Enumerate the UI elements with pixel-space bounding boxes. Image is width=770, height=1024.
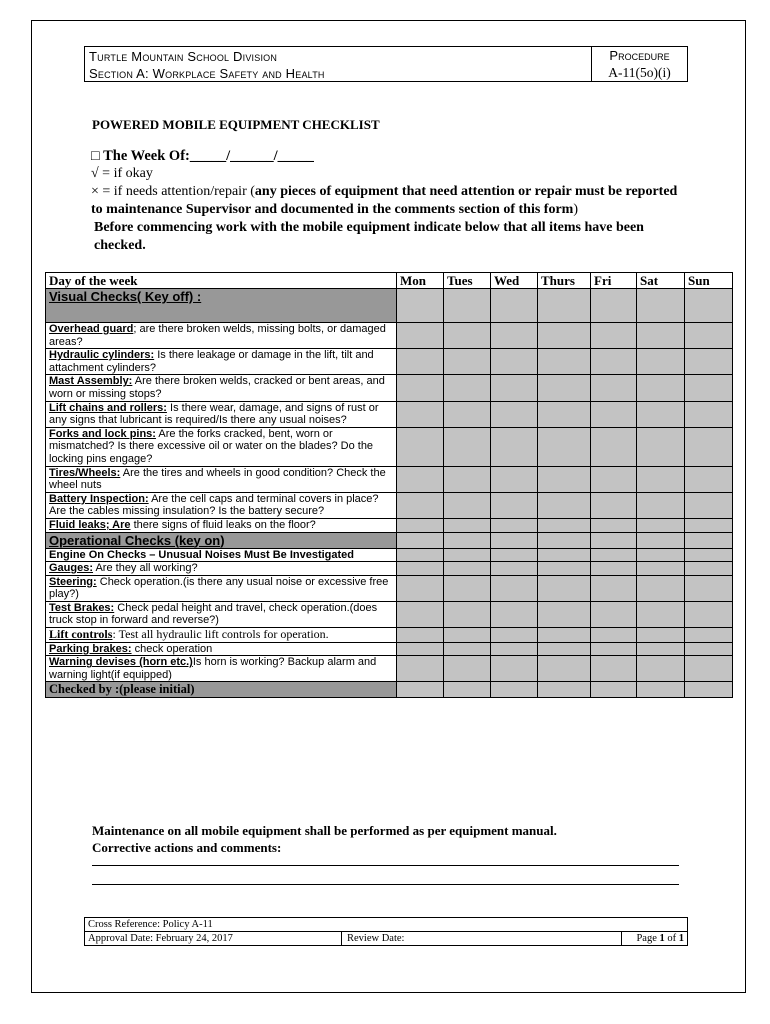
check-cell-sun[interactable] (685, 427, 733, 466)
check-cell-wed[interactable] (491, 492, 538, 518)
check-cell-sat[interactable] (637, 548, 685, 562)
day-header-sun: Sun (685, 273, 733, 289)
checklist-item-row (46, 349, 733, 375)
check-cell-wed[interactable] (491, 349, 538, 375)
check-cell-fri[interactable] (591, 548, 637, 562)
check-cell-mon[interactable] (397, 375, 444, 401)
check-cell-sun[interactable] (685, 401, 733, 427)
check-cell-fri[interactable] (591, 562, 637, 576)
check-cell-sat[interactable] (637, 628, 685, 643)
item-description: : Test all hydraulic lift controls for operation. (112, 627, 329, 642)
check-cell-tues[interactable] (444, 427, 491, 466)
item-description: Are the tires and wheels in good condition? Check the wheel nuts (49, 466, 386, 492)
item-description: Check operation.(is there any usual noise or excessive free play?) (49, 575, 389, 601)
item-key: Tires/Wheels: (49, 466, 121, 479)
week-of-field: □ The Week Of:_____/______/_____ (91, 148, 314, 164)
item-key: Overhead guard (49, 323, 134, 335)
check-cell-wed[interactable] (491, 682, 538, 698)
item-description: Is there wear, damage, and signs of rust or any signs that lubricant is required/Is there any usual noises? (49, 401, 379, 427)
check-cell-sat[interactable] (637, 532, 685, 548)
check-cell-sun[interactable] (685, 656, 733, 682)
check-cell-sat[interactable] (637, 349, 685, 375)
check-cell-mon[interactable] (397, 401, 444, 427)
check-cell-wed[interactable] (491, 289, 538, 323)
check-cell-wed[interactable] (491, 656, 538, 682)
check-cell-wed[interactable] (491, 575, 538, 601)
check-cell-wed[interactable] (491, 642, 538, 656)
check-cell-thurs[interactable] (538, 427, 591, 466)
cross-reference: Cross Reference: Policy A-11 (85, 918, 687, 932)
section-name: Section A: Workplace Safety and Health (89, 66, 325, 81)
item-key: Lift controls (49, 627, 113, 642)
check-cell-thurs[interactable] (538, 323, 591, 349)
check-cell-mon[interactable] (397, 492, 444, 518)
check-cell-fri[interactable] (591, 323, 637, 349)
check-cell-mon[interactable] (397, 349, 444, 375)
check-cell-sun[interactable] (685, 375, 733, 401)
check-cell-tues[interactable] (444, 575, 491, 601)
check-cell-sat[interactable] (637, 492, 685, 518)
maintenance-note: Maintenance on all mobile equipment shall be performed as per equipment manual. (92, 823, 557, 838)
check-cell-mon[interactable] (397, 656, 444, 682)
check-cell-mon[interactable] (397, 682, 444, 698)
check-cell-sun[interactable] (685, 492, 733, 518)
item-description: Are they all working? (93, 562, 198, 575)
day-header-sat: Sat (637, 273, 685, 289)
check-cell-sun[interactable] (685, 323, 733, 349)
check-cell-thurs[interactable] (538, 492, 591, 518)
day-header-fri: Fri (591, 273, 637, 289)
checklist-item-row (46, 628, 733, 643)
check-cell-tues[interactable] (444, 548, 491, 562)
document-footer (84, 917, 688, 946)
check-cell-sat[interactable] (637, 682, 685, 698)
check-cell-sat[interactable] (637, 642, 685, 656)
check-cell-wed[interactable] (491, 375, 538, 401)
checklist-item-row (46, 518, 733, 532)
item-key: Battery Inspection: (49, 492, 149, 505)
okay-legend: √ = if okay (91, 166, 153, 181)
check-cell-fri[interactable] (591, 518, 637, 532)
check-cell-tues[interactable] (444, 601, 491, 627)
page-title: POWERED MOBILE EQUIPMENT CHECKLIST (92, 117, 380, 132)
review-date: Review Date: (341, 932, 617, 945)
check-cell-tues[interactable] (444, 642, 491, 656)
check-cell-tues[interactable] (444, 323, 491, 349)
check-cell-fri[interactable] (591, 682, 637, 698)
item-description: Is there leakage or damage in the lift, tilt and attachment cylinders? (49, 349, 374, 374)
item-description: Are there broken welds, cracked or bent areas, and worn or missing stops? (49, 375, 385, 400)
check-cell-mon[interactable] (397, 628, 444, 643)
check-cell-sun[interactable] (685, 466, 733, 492)
item-key: Steering: (49, 575, 97, 588)
item-description: Are the forks cracked, bent, worn or mismatched? Is there excessive oil or water on the blades? Do the locking pins engage? (49, 427, 374, 465)
check-cell-thurs[interactable] (538, 518, 591, 532)
checklist-table (45, 272, 733, 698)
check-cell-sat[interactable] (637, 601, 685, 627)
check-cell-thurs[interactable] (538, 562, 591, 576)
check-cell-thurs[interactable] (538, 466, 591, 492)
item-key: Parking brakes: (49, 642, 132, 655)
check-cell-sun[interactable] (685, 289, 733, 323)
check-cell-sat[interactable] (637, 518, 685, 532)
day-header-wed: Wed (491, 273, 538, 289)
check-cell-thurs[interactable] (538, 601, 591, 627)
check-cell-mon[interactable] (397, 427, 444, 466)
checklist-item-row (46, 466, 733, 492)
check-cell-thurs[interactable] (538, 628, 591, 643)
check-cell-tues[interactable] (444, 401, 491, 427)
checklist-item-row (46, 575, 733, 601)
item-description: Check pedal height and travel, check operation.(does truck stop in forward and reverse?) (49, 601, 378, 627)
check-cell-wed[interactable] (491, 401, 538, 427)
check-cell-wed[interactable] (491, 601, 538, 627)
intro-block (91, 147, 691, 255)
checklist-item-row (46, 642, 733, 656)
checklist-item-row (46, 427, 733, 466)
procedure-code: A-11(5o)(i) (608, 65, 671, 80)
day-header-tues: Tues (444, 273, 491, 289)
check-cell-fri[interactable] (591, 492, 637, 518)
check-cell-thurs[interactable] (538, 349, 591, 375)
check-cell-wed[interactable] (491, 532, 538, 548)
comment-line[interactable] (92, 884, 679, 885)
check-cell-sun[interactable] (685, 532, 733, 548)
item-key: Forks and lock pins: (49, 427, 156, 440)
check-cell-mon[interactable] (397, 548, 444, 562)
check-cell-thurs[interactable] (538, 548, 591, 562)
checklist-item-row (46, 492, 733, 518)
check-cell-fri[interactable] (591, 532, 637, 548)
check-cell-fri[interactable] (591, 401, 637, 427)
check-cell-thurs[interactable] (538, 401, 591, 427)
check-cell-tues[interactable] (444, 532, 491, 548)
check-cell-tues[interactable] (444, 682, 491, 698)
check-cell-sun[interactable] (685, 548, 733, 562)
engine-note-row (46, 548, 733, 562)
check-cell-sun[interactable] (685, 562, 733, 576)
check-cell-wed[interactable] (491, 628, 538, 643)
check-cell-mon[interactable] (397, 532, 444, 548)
item-description: check operation (131, 642, 213, 655)
check-cell-tues[interactable] (444, 349, 491, 375)
item-description: Is horn is working? Backup alarm and warning light(if equipped) (49, 656, 377, 681)
check-cell-thurs[interactable] (538, 532, 591, 548)
check-cell-fri[interactable] (591, 575, 637, 601)
checklist-item-row (46, 375, 733, 401)
org-name: Turtle Mountain School Division (89, 49, 278, 64)
check-cell-sat[interactable] (637, 562, 685, 576)
check-cell-sat[interactable] (637, 323, 685, 349)
check-cell-tues[interactable] (444, 656, 491, 682)
document-header (84, 46, 688, 82)
check-cell-wed[interactable] (491, 427, 538, 466)
check-cell-mon[interactable] (397, 601, 444, 627)
item-key: Warning devises (horn etc.) (49, 656, 193, 669)
check-cell-sat[interactable] (637, 289, 685, 323)
check-cell-thurs[interactable] (538, 642, 591, 656)
check-cell-sat[interactable] (637, 375, 685, 401)
check-cell-tues[interactable] (444, 492, 491, 518)
checklist-item-row (46, 562, 733, 576)
check-cell-fri[interactable] (591, 628, 637, 643)
operational-checks-section-label: Operational Checks (key on) (49, 532, 225, 548)
item-key: Mast Assembly: (49, 375, 133, 388)
check-cell-sun[interactable] (685, 575, 733, 601)
check-cell-fri[interactable] (591, 289, 637, 323)
check-cell-sat[interactable] (637, 656, 685, 682)
check-cell-mon[interactable] (397, 466, 444, 492)
check-cell-thurs[interactable] (538, 682, 591, 698)
visual-checks-section (46, 289, 733, 323)
check-cell-mon[interactable] (397, 575, 444, 601)
comment-line[interactable] (92, 865, 679, 866)
item-key: Fluid leaks; Are (49, 518, 131, 531)
checklist-item-row (46, 656, 733, 682)
check-cell-sat[interactable] (637, 575, 685, 601)
check-cell-wed[interactable] (491, 548, 538, 562)
corrective-label: Corrective actions and comments: (92, 840, 282, 855)
check-cell-sun[interactable] (685, 642, 733, 656)
check-cell-wed[interactable] (491, 562, 538, 576)
page-number: Page 1 of 1 (621, 932, 687, 945)
item-key: Test Brakes: (49, 601, 115, 614)
maintenance-block (92, 822, 557, 856)
day-of-week-label: Day of the week (46, 273, 397, 289)
engine-note: Engine On Checks – Unusual Noises Must Be Investigated (49, 548, 355, 561)
check-cell-fri[interactable] (591, 427, 637, 466)
checked-by-row (46, 682, 733, 698)
check-cell-sun[interactable] (685, 601, 733, 627)
check-cell-fri[interactable] (591, 656, 637, 682)
check-cell-mon[interactable] (397, 518, 444, 532)
item-description: Are the cell caps and terminal covers in place? Are the cables missing insulation? Is the battery secure? (49, 492, 379, 518)
check-cell-wed[interactable] (491, 323, 538, 349)
check-cell-sun[interactable] (685, 682, 733, 698)
procedure-label: Procedure (609, 48, 670, 63)
check-cell-tues[interactable] (444, 375, 491, 401)
item-description: ; are there broken welds, missing bolts, or damaged areas? (49, 323, 386, 348)
checked-by-label: Checked by :(please initial) (46, 682, 397, 698)
day-header-mon: Mon (397, 273, 444, 289)
check-cell-sun[interactable] (685, 518, 733, 532)
check-cell-fri[interactable] (591, 466, 637, 492)
check-cell-thurs[interactable] (538, 656, 591, 682)
check-cell-tues[interactable] (444, 628, 491, 643)
check-cell-thurs[interactable] (538, 289, 591, 323)
check-cell-tues[interactable] (444, 518, 491, 532)
check-cell-mon[interactable] (397, 562, 444, 576)
checklist-item-row (46, 601, 733, 627)
item-description: there signs of fluid leaks on the floor? (130, 518, 316, 531)
approval-date: Approval Date: February 24, 2017 (88, 933, 233, 944)
operational-checks-section (46, 532, 733, 548)
day-header-thurs: Thurs (538, 273, 591, 289)
checklist-item-row (46, 401, 733, 427)
attention-legend: × = if needs attention/repair (any pieces of equipment that need attention or repair must be reported to maintenance Supervisor and documented in the comments section of this form) (91, 184, 678, 217)
check-cell-sat[interactable] (637, 427, 685, 466)
check-cell-thurs[interactable] (538, 575, 591, 601)
check-cell-thurs[interactable] (538, 375, 591, 401)
item-key: Hydraulic cylinders: (49, 349, 155, 362)
check-cell-sat[interactable] (637, 466, 685, 492)
check-cell-mon[interactable] (397, 642, 444, 656)
check-cell-fri[interactable] (591, 375, 637, 401)
item-key: Lift chains and rollers: (49, 401, 167, 414)
check-cell-tues[interactable] (444, 289, 491, 323)
visual-checks-section-label: Visual Checks( Key off) : (49, 289, 202, 304)
check-cell-fri[interactable] (591, 349, 637, 375)
check-cell-sun[interactable] (685, 628, 733, 643)
commencing-note: Before commencing work with the mobile equipment indicate below that all items have been checked. (94, 220, 644, 253)
check-cell-tues[interactable] (444, 466, 491, 492)
check-cell-sat[interactable] (637, 401, 685, 427)
check-cell-sun[interactable] (685, 349, 733, 375)
procedure-box (591, 47, 687, 81)
check-cell-tues[interactable] (444, 562, 491, 576)
check-cell-fri[interactable] (591, 601, 637, 627)
check-cell-wed[interactable] (491, 518, 538, 532)
check-cell-mon[interactable] (397, 289, 444, 323)
check-cell-wed[interactable] (491, 466, 538, 492)
day-header-row (46, 273, 733, 289)
check-cell-fri[interactable] (591, 642, 637, 656)
checklist-item-row (46, 323, 733, 349)
check-cell-mon[interactable] (397, 323, 444, 349)
item-key: Gauges: (49, 562, 94, 575)
